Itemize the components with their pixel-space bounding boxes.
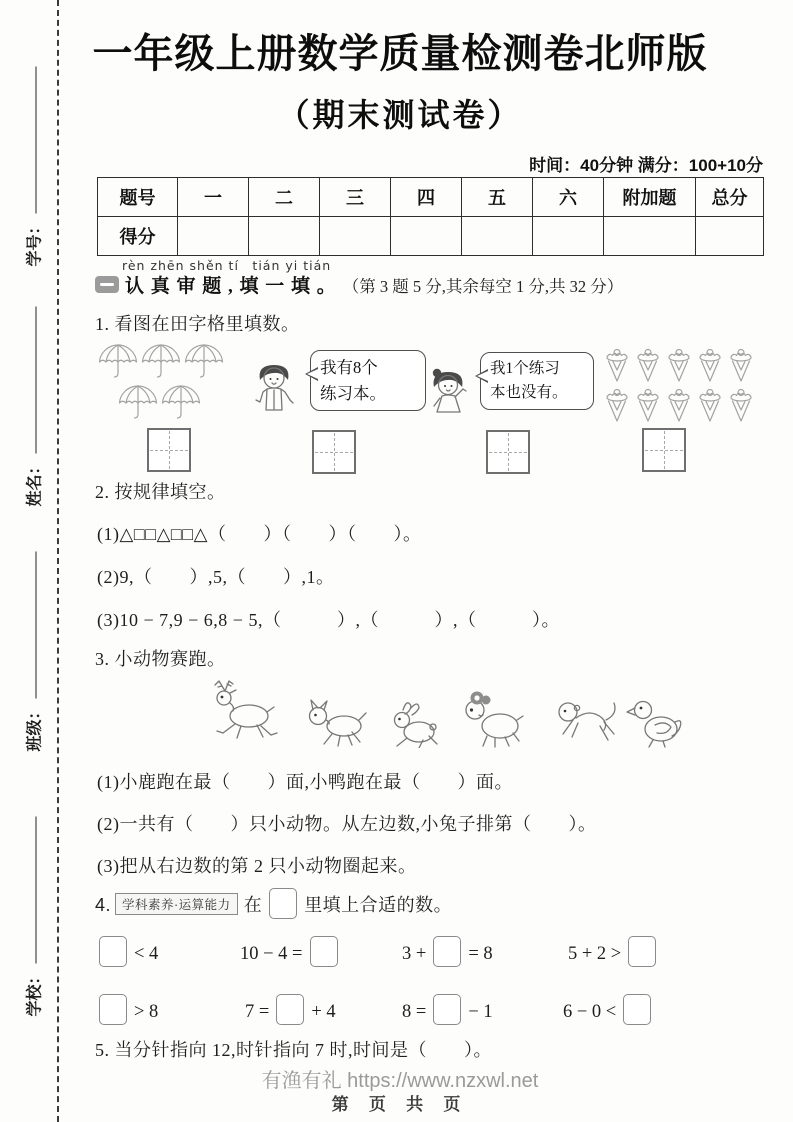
q4-text-after: 里填上合适的数。 bbox=[304, 895, 453, 915]
section-one-note: （第 3 题 5 分,其余每空 1 分,共 32 分） bbox=[342, 276, 624, 296]
duck-illustration bbox=[625, 690, 687, 748]
class-label: 班级： bbox=[26, 703, 44, 752]
answer-box bbox=[269, 888, 297, 919]
score-header-cell: 六 bbox=[533, 178, 604, 217]
score-header-cell: 四 bbox=[391, 178, 462, 217]
umbrella-icon bbox=[115, 383, 161, 423]
q1-text: 1. 看图在田字格里填数。 bbox=[95, 314, 300, 334]
score-header-cell: 五 bbox=[462, 178, 533, 217]
student-name-label: 姓名： bbox=[26, 458, 44, 507]
umbrella-icon bbox=[158, 383, 204, 423]
q2-item-1: (1)△□□△□□△（ ）（ ）（ ）。 bbox=[97, 524, 422, 544]
score-cell-empty bbox=[533, 217, 604, 256]
score-table-score-row bbox=[98, 217, 764, 256]
answer-box bbox=[628, 936, 656, 967]
boy-illustration bbox=[246, 360, 302, 422]
section-one-header bbox=[95, 271, 623, 298]
rabbit-illustration bbox=[377, 696, 443, 748]
section-one-title: 认 真 审 题 , 填 一 填 。 bbox=[125, 276, 337, 297]
answer-box bbox=[433, 994, 461, 1025]
answer-box bbox=[99, 994, 127, 1025]
umbrella-icon bbox=[138, 342, 184, 382]
umbrella-icon bbox=[181, 342, 227, 382]
q4-problem-5: > 8 bbox=[99, 994, 158, 1025]
boy-group bbox=[246, 350, 436, 475]
score-header-cell: 二 bbox=[249, 178, 320, 217]
animal-race-row bbox=[205, 678, 695, 753]
boy-speech-bubble bbox=[310, 350, 426, 411]
seal-dashed-line bbox=[57, 0, 59, 1122]
ice-cream-icons bbox=[604, 348, 754, 424]
q3-item-1: (1)小鹿跑在最（ ）面,小鸭跑在最（ ）面。 bbox=[97, 772, 513, 792]
tian-grid bbox=[486, 430, 530, 474]
girl-speech-bubble bbox=[480, 352, 594, 410]
q3-item-2: (2)一共有（ ）只小动物。从左边数,小兔子排第（ ）。 bbox=[97, 814, 597, 834]
umbrella-icon bbox=[95, 342, 141, 382]
answer-box bbox=[623, 994, 651, 1025]
write-line bbox=[36, 307, 37, 454]
page-title: 一年级上册数学质量检测卷北师版 bbox=[92, 32, 708, 76]
write-line bbox=[36, 552, 37, 699]
q4-problem-2: 10 − 4 = bbox=[240, 936, 345, 967]
class-field bbox=[22, 552, 45, 752]
answer-box bbox=[310, 936, 338, 967]
student-name-field bbox=[22, 307, 45, 507]
q4-problem-6: 7 = + 4 bbox=[245, 994, 336, 1025]
answer-box bbox=[433, 936, 461, 967]
answer-box bbox=[99, 936, 127, 967]
girl-bubble-line1: 我1个练习 bbox=[490, 360, 560, 377]
answer-box bbox=[276, 994, 304, 1025]
umbrella-group bbox=[93, 342, 243, 472]
score-cell-empty bbox=[320, 217, 391, 256]
section-pinyin: rèn zhēn shěn tí tián yi tián bbox=[122, 258, 332, 273]
footer-site-link: 有渔有礼 https://www.nzxwl.net bbox=[261, 1070, 539, 1092]
q3-text: 3. 小动物赛跑。 bbox=[95, 649, 226, 669]
girl-group bbox=[424, 352, 604, 477]
score-cell-empty bbox=[696, 217, 764, 256]
school-label: 学校： bbox=[26, 968, 44, 1017]
q4-competency-tag: 学科素养·运算能力 bbox=[115, 893, 238, 915]
q2-item-2: (2)9,（ ）,5,（ ）,1。 bbox=[97, 567, 335, 587]
exam-meta: 时间：40分钟 满分：100+10分 bbox=[529, 156, 763, 175]
boy-bubble-line2: 练习本。 bbox=[320, 383, 386, 403]
boy-bubble-line1: 我有8个 bbox=[320, 358, 378, 377]
q2-text: 2. 按规律填空。 bbox=[95, 482, 226, 502]
score-header-cell: 总分 bbox=[696, 178, 764, 217]
score-row-label: 得分 bbox=[98, 217, 178, 256]
dog-illustration bbox=[300, 696, 372, 748]
q4-problem-1: < 4 bbox=[99, 936, 158, 967]
write-line bbox=[36, 67, 37, 214]
q5-text: 5. 当分针指向 12,时针指向 7 时,时间是（ ）。 bbox=[95, 1040, 492, 1060]
score-cell-empty bbox=[178, 217, 249, 256]
q4-header bbox=[95, 888, 452, 919]
ice-cream-group bbox=[604, 348, 764, 473]
score-header-cell: 一 bbox=[178, 178, 249, 217]
deer-illustration bbox=[205, 678, 290, 746]
q4-problem-8: 6 − 0 < bbox=[563, 994, 658, 1025]
score-header-cell: 题号 bbox=[98, 178, 178, 217]
q4-number: 4. bbox=[95, 895, 112, 915]
score-header-cell: 三 bbox=[320, 178, 391, 217]
girl-bubble-line2: 本也没有。 bbox=[490, 384, 568, 402]
score-cell-empty bbox=[604, 217, 696, 256]
monkey-illustration bbox=[550, 690, 622, 748]
ram-illustration bbox=[453, 686, 531, 748]
q4-problem-4: 5 + 2 > bbox=[568, 936, 663, 967]
score-cell-empty bbox=[249, 217, 320, 256]
tian-grid bbox=[312, 430, 356, 474]
page-subtitle: （期末测试卷） bbox=[277, 97, 523, 133]
school-field bbox=[22, 817, 45, 1017]
footer-page-info: 第 页 共 页 bbox=[331, 1095, 469, 1114]
girl-illustration bbox=[424, 366, 474, 424]
score-cell-empty bbox=[391, 217, 462, 256]
q4-text-before: 在 bbox=[243, 895, 263, 915]
score-header-cell: 附加题 bbox=[604, 178, 696, 217]
q2-item-3: (3)10 − 7,9 − 6,8 − 5,（ ）,（ ）,（ ）。 bbox=[97, 610, 560, 630]
student-id-field bbox=[22, 67, 45, 267]
student-id-label: 学号： bbox=[26, 218, 44, 267]
q4-problem-3: 3 + = 8 bbox=[402, 936, 493, 967]
section-one-badge-icon bbox=[95, 276, 119, 293]
q3-item-3: (3)把从右边数的第 2 只小动物圈起来。 bbox=[97, 856, 417, 876]
score-cell-empty bbox=[462, 217, 533, 256]
tian-grid bbox=[642, 428, 686, 472]
q4-problem-7: 8 = − 1 bbox=[402, 994, 493, 1025]
score-table bbox=[97, 177, 764, 256]
tian-grid bbox=[147, 428, 191, 472]
write-line bbox=[36, 817, 37, 964]
score-table-header-row bbox=[98, 178, 764, 217]
